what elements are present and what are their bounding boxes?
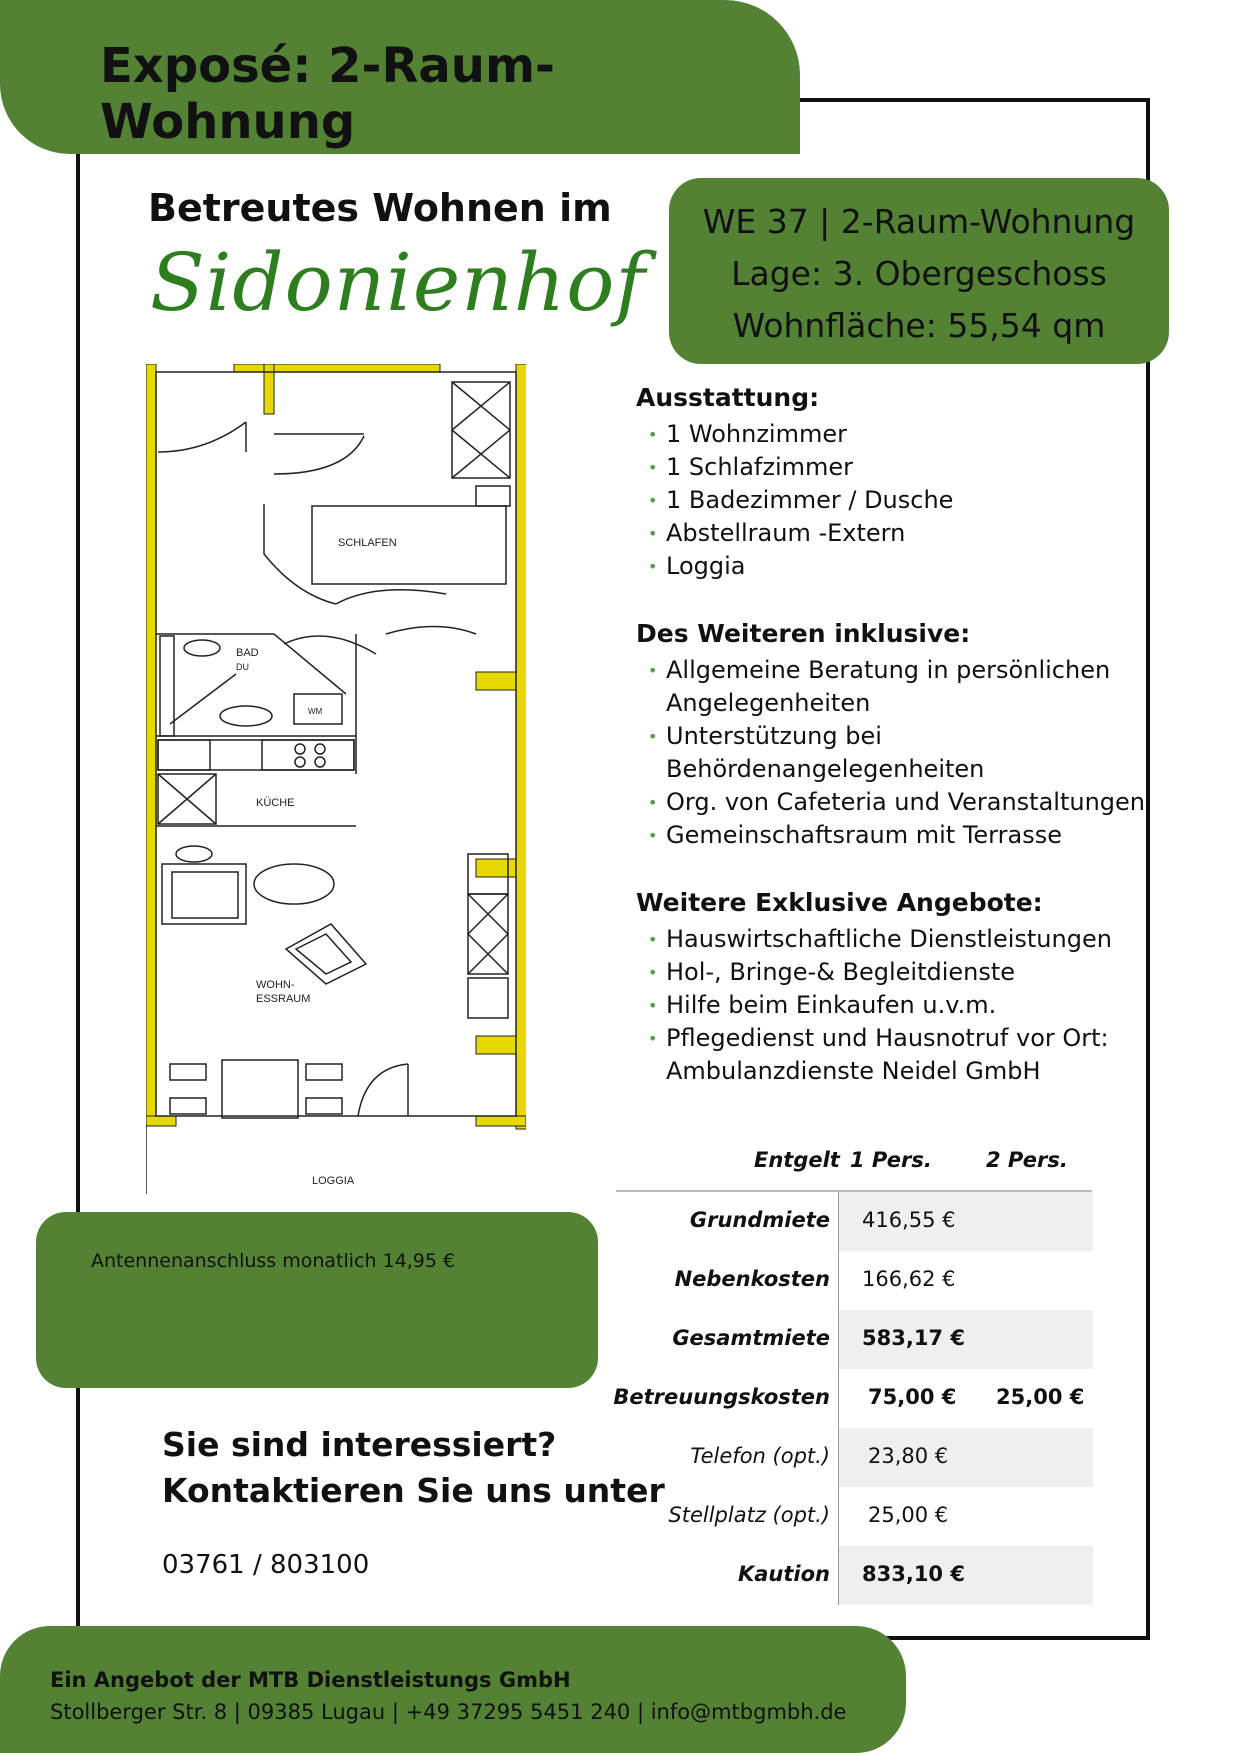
list-item: • 1 Badezimmer / Dusche bbox=[636, 484, 1176, 517]
fee-label: Betreuungskosten bbox=[613, 1385, 830, 1409]
bullet-icon: • bbox=[648, 826, 658, 845]
bullet-icon: • bbox=[648, 727, 658, 746]
fee-label: Kaution bbox=[737, 1562, 830, 1586]
page-title: Exposé: 2-Raum-Wohnung bbox=[100, 38, 555, 150]
antenna-box bbox=[36, 1212, 598, 1388]
bullet-icon: • bbox=[648, 458, 658, 477]
brand-logo-script: Sidonienhof bbox=[150, 236, 647, 329]
bullet-icon: • bbox=[648, 557, 658, 576]
fee-label: Gesamtmiete bbox=[672, 1326, 830, 1350]
table-row bbox=[616, 1487, 1092, 1546]
bullet-icon: • bbox=[648, 793, 658, 812]
fee-value-2pers: 25,00 € bbox=[996, 1385, 1085, 1409]
contact-phone[interactable]: 03761 / 803100 bbox=[162, 1550, 370, 1580]
list-item: • Gemeinschaftsraum mit Terrasse bbox=[636, 819, 1176, 852]
room-label-loggia: LOGGIA bbox=[312, 1175, 355, 1187]
fee-value-1pers: 166,62 € bbox=[862, 1267, 956, 1291]
list-item: • Unterstützung bei Behördenangelegenheiten bbox=[648, 722, 985, 783]
table-row bbox=[613, 1369, 1092, 1428]
room-label-bad-sub: DU bbox=[236, 662, 249, 672]
angebote-heading: Weitere Exklusive Angebote: bbox=[636, 888, 1043, 917]
table-row bbox=[616, 1192, 1092, 1251]
unit-summary-box bbox=[669, 178, 1169, 364]
unit-floor: Lage: 3. Obergeschoss bbox=[731, 254, 1107, 293]
bullet-icon: • bbox=[648, 1029, 658, 1048]
fees-table bbox=[613, 1138, 1092, 1605]
bullet-icon: • bbox=[648, 661, 658, 680]
table-row bbox=[616, 1546, 1092, 1605]
fee-label: Telefon (opt.) bbox=[690, 1444, 830, 1468]
ausstattung-list bbox=[636, 418, 1176, 583]
room-label-wm: WM bbox=[308, 707, 323, 716]
bullet-icon: • bbox=[648, 425, 658, 444]
fee-label: Grundmiete bbox=[689, 1208, 830, 1232]
room-label-kueche: KÜCHE bbox=[256, 797, 295, 809]
bullet-icon: • bbox=[648, 524, 658, 543]
angebote-list bbox=[636, 923, 1176, 1088]
floor-plan bbox=[146, 364, 526, 1194]
fee-value-1pers: 583,17 € bbox=[862, 1326, 965, 1350]
contact-call-to-action bbox=[162, 1422, 665, 1514]
list-item: • Org. von Cafeteria und Veranstaltungen bbox=[636, 786, 1176, 819]
list-item: • Abstellraum -Extern bbox=[636, 517, 1176, 550]
fee-value-1pers: 23,80 € bbox=[868, 1444, 949, 1468]
fees-header-row bbox=[616, 1138, 1092, 1190]
fee-label: Nebenkosten bbox=[674, 1267, 830, 1291]
ausstattung-heading: Ausstattung: bbox=[636, 383, 820, 412]
footer-banner bbox=[0, 1626, 906, 1753]
fees-header-label: Entgelt bbox=[754, 1148, 840, 1172]
inklusive-heading: Des Weiteren inklusive: bbox=[636, 619, 971, 648]
room-label-essraum: ESSRAUM bbox=[256, 993, 311, 1005]
list-item: • Pflegedienst und Hausnotruf vor Ort: Ambulanzdienste Neidel GmbH bbox=[648, 1024, 1109, 1085]
fee-value-1pers: 416,55 € bbox=[862, 1208, 956, 1232]
list-item: • Hilfe beim Einkaufen u.v.m. bbox=[636, 989, 1176, 1022]
unit-number: WE 37 | 2-Raum-Wohnung bbox=[702, 202, 1136, 241]
list-item: • 1 Wohnzimmer bbox=[636, 418, 1176, 451]
list-item: • 1 Schlafzimmer bbox=[636, 451, 1176, 484]
list-item: • Hol-, Bringe-& Begleitdienste bbox=[636, 956, 1176, 989]
inklusive-list bbox=[636, 654, 1176, 852]
table-row bbox=[616, 1251, 1092, 1310]
contact-line-2: Kontaktieren Sie uns unter bbox=[162, 1471, 665, 1510]
table-row bbox=[616, 1428, 1092, 1487]
fee-value-1pers: 833,10 € bbox=[862, 1562, 965, 1586]
brand-tagline: Betreutes Wohnen im bbox=[148, 186, 612, 230]
fees-header-col1: 1 Pers. bbox=[850, 1148, 932, 1172]
list-item: • Hauswirtschaftliche Dienstleistungen bbox=[636, 923, 1176, 956]
antenna-note: Antennenanschluss monatlich 14,95 € bbox=[91, 1250, 456, 1272]
fee-value-1pers: 75,00 € bbox=[868, 1385, 957, 1409]
unit-area: Wohnfläche: 55,54 qm bbox=[732, 306, 1106, 345]
bullet-icon: • bbox=[648, 930, 658, 949]
footer-contact-details: Stollberger Str. 8 | 09385 Lugau | +49 37295 5451 240 | info@mtbgmbh.de bbox=[50, 1700, 847, 1724]
fees-body bbox=[613, 1190, 1092, 1605]
fees-header-col2: 2 Pers. bbox=[986, 1148, 1068, 1172]
list-item: • Loggia bbox=[636, 550, 1176, 583]
ausstattung-section bbox=[636, 383, 1176, 583]
room-label-wohn: WOHN- bbox=[256, 979, 295, 991]
fee-value-1pers: 25,00 € bbox=[868, 1503, 949, 1527]
inklusive-section bbox=[636, 619, 1176, 852]
room-label-schlafen: SCHLAFEN bbox=[338, 537, 397, 549]
bullet-icon: • bbox=[648, 996, 658, 1015]
table-row bbox=[616, 1310, 1092, 1369]
bullet-icon: • bbox=[648, 963, 658, 982]
bullet-icon: • bbox=[648, 491, 658, 510]
room-label-bad: BAD bbox=[236, 647, 259, 659]
contact-line-1: Sie sind interessiert? bbox=[162, 1425, 557, 1464]
fee-label: Stellplatz (opt.) bbox=[668, 1503, 830, 1527]
footer-company: Ein Angebot der MTB Dienstleistungs GmbH bbox=[50, 1668, 571, 1692]
list-item: • Allgemeine Beratung in persönlichen Angelegenheiten bbox=[648, 656, 1111, 717]
title-banner bbox=[0, 0, 800, 154]
angebote-section bbox=[636, 888, 1176, 1088]
